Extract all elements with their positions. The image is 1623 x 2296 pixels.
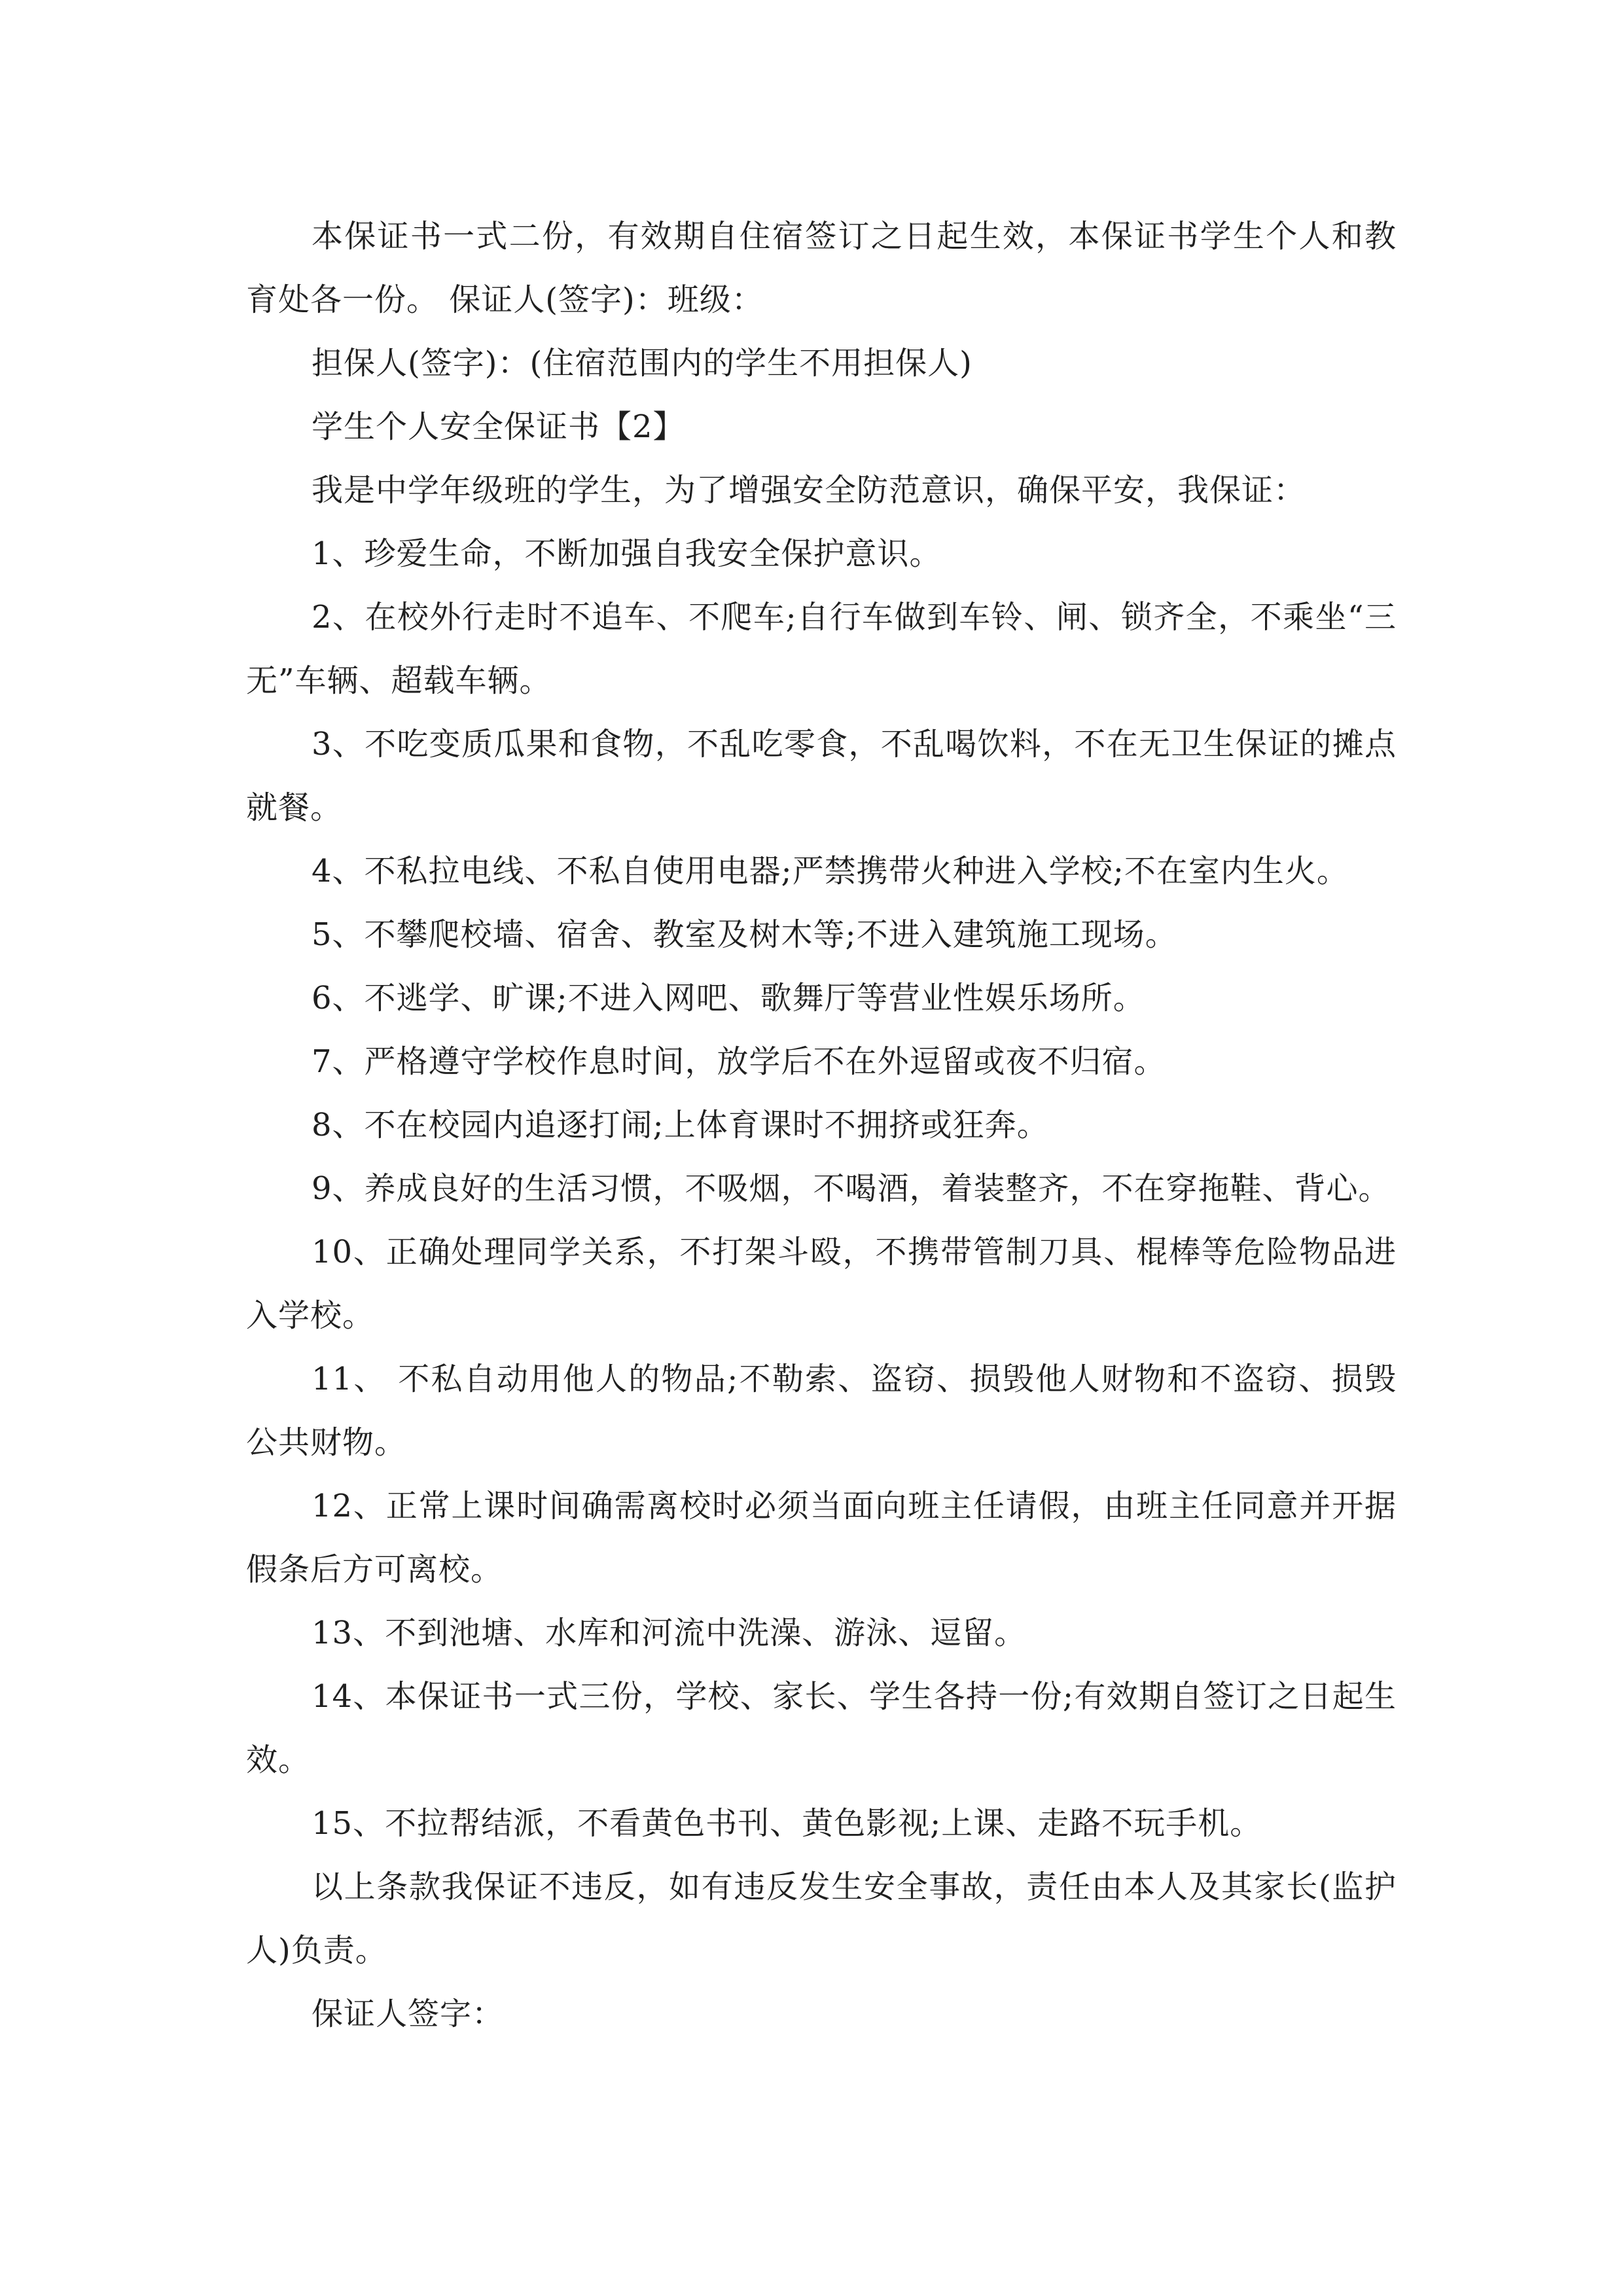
section-title: 学生个人安全保证书【2】	[312, 408, 685, 445]
list-item: 2、在校外行走时不追车、不爬车;自行车做到车铃、闸、锁齐全，不乘坐“三无”车辆、超载车辆。	[246, 599, 1397, 699]
list-item: 9、养成良好的生活习惯，不吸烟，不喝酒，着装整齐，不在穿拖鞋、背心。	[312, 1170, 1391, 1207]
signature-line: 保证人签字：	[312, 1996, 505, 2032]
list-item: 12、正常上课时间确需离校时必须当面向班主任请假，由班主任同意并开据假条后方可离校。	[246, 1488, 1397, 1588]
document-body	[246, 205, 1397, 2046]
list-item: 6、不逃学、旷课;不进入网吧、歌舞厅等营业性娱乐场所。	[312, 980, 1145, 1016]
list-item: 8、不在校园内追逐打闹;上体育课时不拥挤或狂奔。	[312, 1107, 1049, 1143]
list-item: 5、不攀爬校墙、宿舍、教室及树木等;不进入建筑施工现场。	[312, 916, 1177, 953]
paragraph-intro: 我是中学年级班的学生，为了增强安全防范意识，确保平安，我保证：	[312, 472, 1306, 509]
paragraph-guarantor: 担保人(签字)：(住宿范围内的学生不用担保人)	[312, 345, 972, 382]
list-item: 3、不吃变质瓜果和食物，不乱吃零食，不乱喝饮料，不在无卫生保证的摊点就餐。	[246, 726, 1397, 826]
paragraph-responsibility: 以上条款我保证不违反，如有违反发生安全事故，责任由本人及其家长(监护人)负责。	[246, 1869, 1397, 1969]
list-item: 11、 不私自动用他人的物品;不勒索、盗窃、损毁他人财物和不盗窃、损毁公共财物。	[246, 1361, 1397, 1461]
list-item: 10、正确处理同学关系，不打架斗殴，不携带管制刀具、棍棒等危险物品进入学校。	[246, 1234, 1397, 1334]
list-item: 7、严格遵守学校作息时间，放学后不在外逗留或夜不归宿。	[312, 1043, 1166, 1080]
list-item: 13、不到池塘、水库和河流中洗澡、游泳、逗留。	[312, 1615, 1027, 1651]
paragraph-dormitory-terms: 本保证书一式二份，有效期自住宿签订之日起生效，本保证书学生个人和教育处各一份。 保证人(签字)：班级：	[246, 218, 1397, 318]
list-item: 15、不拉帮结派，不看黄色书刊、黄色影视;上课、走路不玩手机。	[312, 1805, 1262, 1842]
list-item: 1、珍爱生命，不断加强自我安全保护意识。	[312, 535, 942, 572]
list-item: 4、不私拉电线、不私自使用电器;严禁携带火种进入学校;不在室内生火。	[312, 853, 1349, 889]
list-item: 14、本保证书一式三份，学校、家长、学生各持一份;有效期自签订之日起生效。	[246, 1678, 1397, 1778]
